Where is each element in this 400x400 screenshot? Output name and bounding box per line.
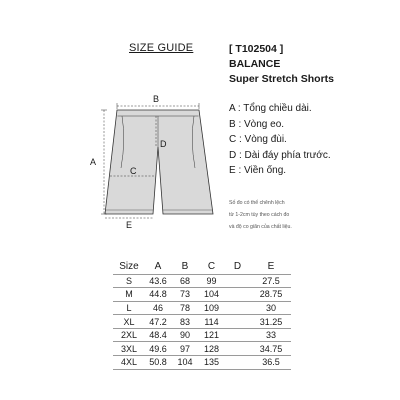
product-name: Super Stretch Shorts xyxy=(229,73,335,85)
column-header: A xyxy=(145,259,171,274)
table-cell: 34.75 xyxy=(251,342,291,356)
legend-item: C : Vòng đùi. xyxy=(229,134,287,145)
table-cell: 97 xyxy=(171,342,199,356)
table-cell: 44.8 xyxy=(145,288,171,302)
table-cell: 43.6 xyxy=(145,274,171,288)
legend-item: E : Viền ống. xyxy=(229,165,287,176)
table-cell: 49.6 xyxy=(145,342,171,356)
note-line: từ 1-2cm tùy theo cách đo xyxy=(229,212,290,218)
table-cell: 121 xyxy=(199,328,224,342)
label-c: C xyxy=(130,166,137,176)
table-row xyxy=(113,288,291,302)
legend-item: A : Tổng chiều dài. xyxy=(229,103,312,114)
table-cell xyxy=(224,288,251,302)
legend-item: D : Dài đáy phía trước. xyxy=(229,149,331,161)
size-table xyxy=(113,259,291,370)
table-cell: 2XL xyxy=(113,328,145,342)
table-cell: 47.2 xyxy=(145,315,171,329)
table-cell xyxy=(224,328,251,342)
table-row xyxy=(113,274,291,288)
label-e: E xyxy=(126,220,133,230)
table-cell: L xyxy=(113,301,145,315)
measurement-note xyxy=(229,197,292,233)
shorts-illustration xyxy=(105,110,213,214)
column-header: Size xyxy=(113,259,145,274)
column-header: E xyxy=(251,259,291,274)
note-line: Số đo có thể chênh lệch xyxy=(229,200,285,206)
table-cell: 4XL xyxy=(113,356,145,370)
table-cell: 78 xyxy=(171,301,199,315)
table-cell xyxy=(224,356,251,370)
legend-item: B : Vòng eo. xyxy=(229,118,285,130)
table-cell: 33 xyxy=(251,328,291,342)
table-row xyxy=(113,301,291,315)
column-header: D xyxy=(224,259,251,274)
table-cell xyxy=(224,274,251,288)
product-code: [ T102504 ] xyxy=(229,43,284,55)
table-cell xyxy=(224,342,251,356)
table-cell: 68 xyxy=(171,274,199,288)
table-row xyxy=(113,356,291,370)
table-cell: 31.25 xyxy=(251,315,291,329)
table-cell: 36.5 xyxy=(251,356,291,370)
table-cell: 27.5 xyxy=(251,274,291,288)
brand-name: BALANCE xyxy=(229,58,281,70)
table-cell xyxy=(224,315,251,329)
table-cell: S xyxy=(113,274,145,288)
table-cell: 3XL xyxy=(113,342,145,356)
table-cell: M xyxy=(113,288,145,302)
table-row xyxy=(113,342,291,356)
table-cell: 48.4 xyxy=(145,328,171,342)
label-a: A xyxy=(90,157,97,167)
label-b: B xyxy=(153,94,160,104)
table-cell: 90 xyxy=(171,328,199,342)
table-cell: 109 xyxy=(199,301,224,315)
table-cell xyxy=(224,301,251,315)
table-cell: 114 xyxy=(199,315,224,329)
table-row xyxy=(113,328,291,342)
table-cell: 83 xyxy=(171,315,199,329)
table-cell: 73 xyxy=(171,288,199,302)
column-header: C xyxy=(199,259,224,274)
table-cell: 99 xyxy=(199,274,224,288)
note-line: và độ co giãn của chất liệu. xyxy=(229,224,292,230)
table-header-row xyxy=(113,259,291,274)
table-cell: 30 xyxy=(251,301,291,315)
label-d: D xyxy=(160,139,167,149)
table-cell: 128 xyxy=(199,342,224,356)
table-row xyxy=(113,315,291,329)
table-cell: 104 xyxy=(171,356,199,370)
table-cell: 104 xyxy=(199,288,224,302)
table-cell: 135 xyxy=(199,356,224,370)
table-cell: 46 xyxy=(145,301,171,315)
measurement-legend xyxy=(229,101,331,179)
table-cell: 50.8 xyxy=(145,356,171,370)
column-header: B xyxy=(171,259,199,274)
size-guide-title: SIZE GUIDE xyxy=(129,42,194,54)
table-cell: XL xyxy=(113,315,145,329)
table-cell: 28.75 xyxy=(251,288,291,302)
